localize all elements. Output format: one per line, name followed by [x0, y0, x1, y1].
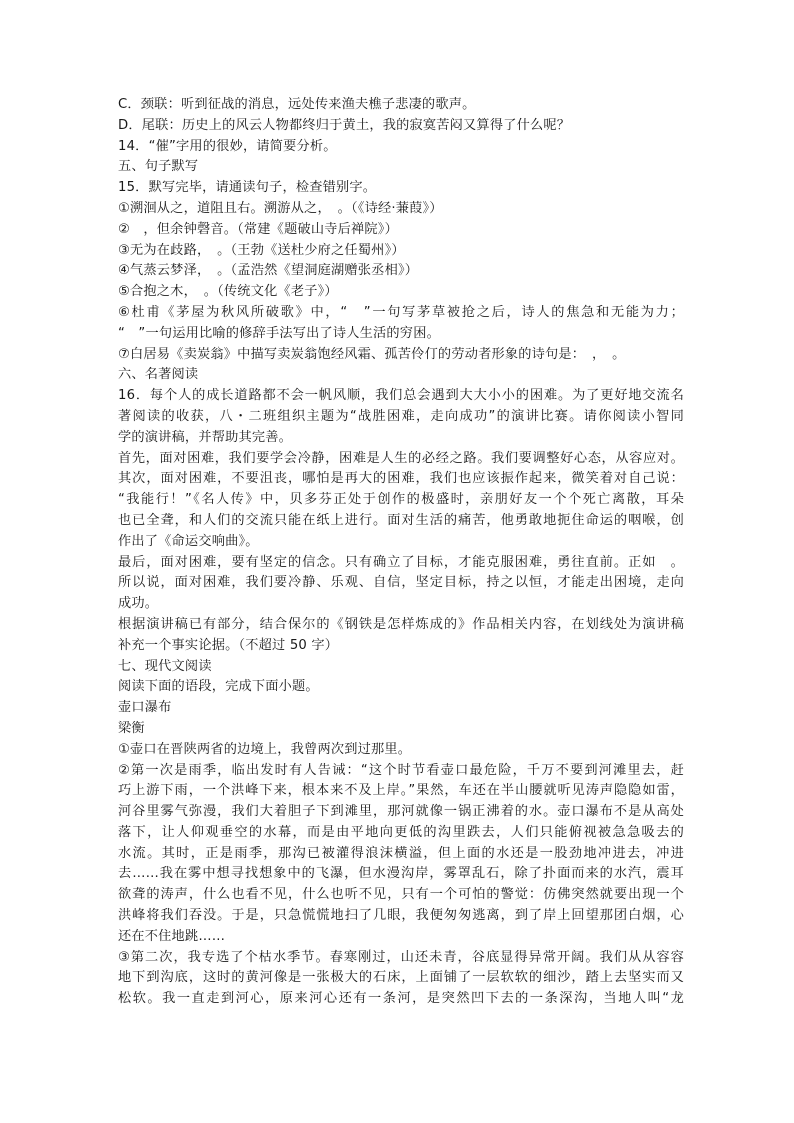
para-2-line-8: 洪峰将我们吞没。于是，只急慌慌地扫了几眼，我便匆匆逃离，到了岸上回望那团白烟，心: [118, 908, 684, 924]
para-2-line-3: 河谷里雾气弥漫，我们大着胆子下到滩里，那河就像一锅正沸着的水。壶口瀑布不是从高处: [118, 804, 684, 820]
task-line-1: 根据演讲稿已有部分，结合保尔的《钢铁是怎样炼成的》作品相关内容，在划线处为演讲稿: [118, 616, 684, 632]
section-heading-5: 五、句子默写: [118, 159, 199, 175]
para-2-line-2: 巧上游下雨，一个洪峰下来，根本来不及上岸。”果然，车还在半山腰就听见涛声隐隐如雷，: [118, 783, 684, 799]
question-14: 14．“催”字用的很妙，请简要分析。: [118, 138, 337, 154]
para-3-line-1: ③第二次，我专选了个枯水季节。春寒刚过，山还未青，谷底显得异常开阔。我们从从容容: [118, 949, 684, 965]
question-16-line-2: 著阅读的收获，八・二班组织主题为“战胜困难，走向成功”的演讲比赛。请你阅读小智同: [118, 408, 684, 424]
speech-line-5: 作出了《命运交响曲》。: [118, 533, 259, 549]
option-c: C．颈联：听到征战的消息，远处传来渔夫樵子悲凄的歌声。: [118, 97, 476, 112]
dictation-5: ⑤合抱之木， 。（传统文化《老子》）: [118, 284, 338, 300]
document-body: [118, 95, 684, 1010]
para-2-line-5: 水流。其时，正是雨季，那沟已被灌得浪沫横溢，但上面的水还是一股劲地冲进去，冲进: [118, 845, 684, 861]
dictation-1: ①溯洄从之，道阻且右。溯游从之， 。（《诗经·蒹葭》）: [118, 200, 443, 216]
para-2-line-6: 去……我在雾中想寻找想象中的飞瀑，但水漫沟岸，雾罩乱石，除了扑面而来的水汽，震耳: [118, 866, 684, 882]
speech-line-2: 其次，面对困难，不要沮丧，哪怕是再大的困难，我们也应该振作起来，微笑着对自己说：: [118, 471, 684, 487]
para-2-line-9: 还在不住地跳……: [118, 928, 226, 944]
question-16-line-1: 16．每个人的成长道路都不会一帆风顺，我们总会遇到大大小小的困难。为了更好地交流名: [118, 388, 684, 404]
article-title: 壶口瀑布: [118, 700, 172, 716]
dictation-6b: “ ”一句运用比喻的修辞手法写出了诗人生活的穷困。: [118, 325, 440, 341]
speech-line-4: 也已全聋，和人们的交流只能在纸上进行。面对生活的痛苦，他勇敢地扼住命运的咽喉，创: [118, 512, 684, 528]
article-author: 梁衡: [118, 720, 145, 736]
dictation-2: ② ，但余钟磬音。（常建《题破山寺后禅院》）: [118, 221, 398, 237]
dictation-6a: ⑥杜甫《茅屋为秋风所破歌》中，“ ”一句写茅草被抢之后，诗人的焦急和无能为力；: [118, 304, 684, 320]
para-2-line-7: 欲聋的涛声，什么也看不见，什么也听不见，只有一个可怕的警觉：仿佛突然就要出现一个: [118, 887, 684, 903]
para-3-line-3: 松软。我一直走到河心，原来河心还有一条河，是突然凹下去的一条深沟，当地人叫“龙: [118, 991, 684, 1007]
option-d: D．尾联：历史上的风云人物都终归于黄土，我的寂寞苦闷又算得了什么呢？: [118, 117, 571, 133]
dictation-7: ⑦白居易《卖炭翁》中描写卖炭翁饱经风霜、孤苦伶仃的劳动者形象的诗句是： ， 。: [118, 346, 626, 362]
para-1: ①壶口在晋陕两省的边境上，我曾两次到过那里。: [118, 741, 412, 757]
para-3-line-2: 地下到沟底，这时的黄河像是一张极大的石床，上面铺了一层软软的细沙，踏上去坚实而又: [118, 970, 684, 986]
dictation-4: ④气蒸云梦泽， 。（孟浩然《望洞庭湖赠张丞相》）: [118, 263, 419, 279]
para-2-line-4: 落下，让人仰观垂空的水幕，而是由平地向更低的沟里跌去，人们只能俯视被急急吸去的: [118, 824, 684, 840]
question-16-line-3: 学的演讲稿，并帮助其完善。: [118, 429, 293, 445]
speech-line-8: 成功。: [118, 596, 159, 612]
reading-instruction: 阅读下面的语段，完成下面小题。: [118, 679, 319, 695]
speech-line-7: 所以说，面对困难，我们要冷静、乐观、自信，坚定目标，持之以恒，才能走出困境，走向: [118, 575, 684, 591]
dictation-3: ③无为在歧路， 。（王勃《送杜少府之任蜀州》）: [118, 242, 405, 258]
task-line-2: 补充一个事实论据。（不超过 50 字）: [118, 637, 339, 653]
speech-line-1: 首先，面对困难，我们要学会冷静，困难是人生的必经之路。我们要调整好心态，从容应对。: [118, 450, 684, 466]
section-heading-6: 六、名著阅读: [118, 367, 199, 383]
question-15: 15．默写完毕，请通读句子，检查错别字。: [118, 180, 377, 196]
section-heading-7: 七、现代文阅读: [118, 658, 212, 674]
para-2-line-1: ②第一次是雨季，临出发时有人告诫：“这个时节看壶口最危险，千万不要到河滩里去，赶: [118, 762, 684, 778]
speech-line-3: “我能行！”《名人传》中，贝多芬正处于创作的极盛时，亲朋好友一个个死亡离散，耳朵: [118, 492, 684, 508]
speech-line-6: 最后，面对困难，要有坚定的信念。只有确立了目标，才能克服困难，勇往直前。正如 。: [118, 554, 684, 570]
